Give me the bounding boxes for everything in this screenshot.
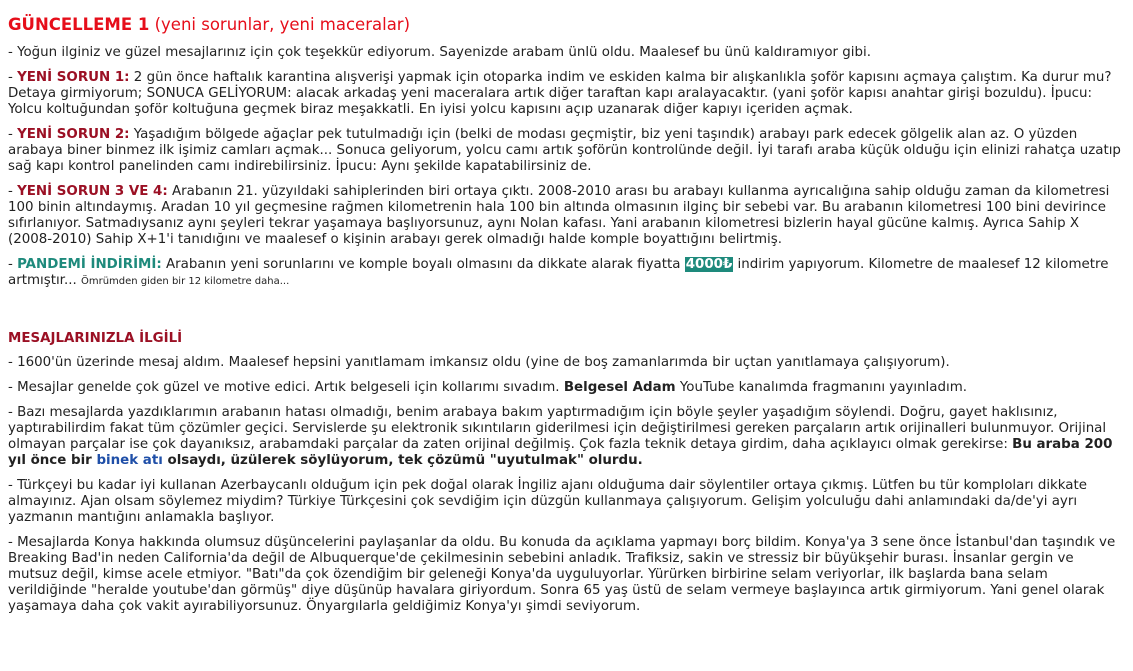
- messages-paragraph-5: - Mesajlarda Konya hakkında olumsuz düşüncelerini paylaşanlar da oldu. Bu konuda da açıklama yapmayı borç bildim. Konya'ya 3 sene önce İstanbul'dan taşındık ve Breaking Bad'in neden California'da değil de Albuquerque'de çekilmesinin sebebini anladık. Trafiksiz, sakin ve stressiz bir büyükşehir burası. İnsanlar gergin ve mutsuz değil, kimse acele etmiyor. "Batı"da çok özendiğim bir geleneği Konya'da uyguluyorlar. Yürürken birbirine selam veriyorlar, ilk başlarda bana selam verildiğinde "heralde youtube'dan görmüş" diye düşünüp havalara giriyordum. Sonra 65 yaş üstü de selam vermeye başlayınca artık girmiyorum. Yani genel olarak yaşamaya daha çok vakit ayırabiliyorsunuz. Önyargılarla geldiğimiz Konya'yı şimdi seviyorum.: [8, 535, 1116, 614]
- update-subtitle: (yeni sorunlar, yeni maceralar): [149, 15, 411, 34]
- problem-3-4-label: YENİ SORUN 3 VE 4:: [17, 184, 168, 199]
- discount-small-note: Ömrümden giden bir 12 kilometre daha...: [80, 276, 290, 287]
- messages-paragraph-4: - Türkçeyi bu kadar iyi kullanan Azerbaycanlı olduğum için pek doğal olarak İngiliz ajanı olduğuma dair söylentiler ortaya çıkmış. Lütfen bu tür komploları dikkate almayınız. Ajan olsam söylemez miydim? Türkiye Türkçesini çok sevdiğim için düzgün kullanmaya çalışıyorum. Gelişim yolculuğu dahi anlamındaki da/de'yi ayrı yazmanın mantığını anlamakla başlıyor.: [8, 478, 1088, 525]
- problem-2-paragraph: [8, 127, 1125, 175]
- update-intro: - Yoğun ilginiz ve güzel mesajlarınız için çok teşekkür ediyorum. Sayenizde arabam ünlü oldu. Maalesef bu ünü kaldıramıyor gibi.: [8, 45, 871, 60]
- messages-p2-text: - Mesajlar genelde çok güzel ve motive edici. Artık belgeseli için kollarımı sıvadım.: [8, 380, 564, 395]
- problem-3-4-text: Arabanın 21. yüzyıldaki sahiplerinden biri ortaya çıktı. 2008-2010 arası bu arabayı kullanma ayrıcalığına sahip olduğu zaman da kilometresi 100 binin altındaymış. Aradan 10 yıl geçmesine rağmen kilometrenin hala 100 bin altında olmasının ilginç bir sebebi var. Bu arabanın kilometresi 100 bini devirince sıfırlanıyor. Satmadıysanız aynı şeyleri tekrar yaşamaya başlıyorsunuz, aynı Nolan kafası. Yani arabanın kilometresi bizlerin hayal gücüne kalmış. Ayrıca Sahip X (2008-2010) Sahip X+1'i tanıdığını ve maalesef o kişinin arabayı gerek olmadığı halde komple boyattığını belirtmiş.: [8, 184, 1110, 247]
- messages-p3-text: - Bazı mesajlarda yazdıklarımın arabanın hatası olmadığı, benim arabaya bakım yaptırmadığım için böyle şeyler yaşadığım söylendi. Doğru, gayet haklısınız, yaptırabilirdim fakat tüm çözümler geçici. Servislerde şu elektronik sıkıntıların giderilmesi için değiştirilmesi gereken parçaların artık orijinalleri bulunmuyor. Orijinal olmayan parçalar ise çok dayanıksız, arabamdaki parçalar da zaten orijinal değilmiş. Çok fazla teknik detaya girdim, daha açıklayıcı olmak gerekirse:: [8, 405, 1107, 452]
- bullet-dash: -: [8, 70, 18, 85]
- messages-p3-bold-1: Bu araba 200 yıl önce bir: [8, 437, 1113, 468]
- messages-p3-bold-2: olsaydı, üzülerek söylüyorum, tek çözümü "uyutulmak" olurdu.: [162, 453, 643, 468]
- messages-paragraph-3: [8, 405, 1125, 469]
- messages-paragraph-2: [8, 380, 1125, 396]
- binek-ati-link[interactable]: binek atı: [96, 453, 163, 468]
- problem-1-paragraph: [8, 70, 1125, 118]
- discount-paragraph: [8, 257, 1125, 290]
- discount-text-1: Arabanın yeni sorunlarını ve komple boyalı olmasını da dikkate alarak fiyatta: [161, 257, 685, 272]
- problem-2-label: YENİ SORUN 2:: [17, 127, 130, 142]
- problem-1-text: 2 gün önce haftalık karantina alışverişi yapmak için otoparka indim ve eskiden kalma bir alışkanlıkla şoför kapısını açmaya çalıştım. Ka durur mu? Detaya girmiyorum; SONUCA GELİYORUM: alacak arkadaş yeni maceralara artık diğer taraftan kapı aralayacaktır. (yani şoför kapısı anahtar girişi bozuldu). İpucu: Yolcu koltuğundan şoför koltuğuna geçmek biraz meşakkatli. En iyisi yolcu kapısını açıp uzanarak diğer kapıyı içeriden açmak.: [8, 70, 1112, 117]
- bullet-dash: -: [8, 184, 18, 199]
- problem-2-text: Yaşadığım bölgede ağaçlar pek tutulmadığı için (belki de modası geçmiştir, biz yeni taşındık) arabayı park edecek gölgelik alan az. O yüzden arabaya biner binmez ilk işimiz camları açmak... Sonuca geliyorum, yolcu camı artık şoförün kontrolünde değil. İyi tarafı araba küçük olduğu için elinizi rahatça uzatıp sağ kapı kontrol panelinden camı indirebilirsiniz. İpucu: Aynı şekilde kapatabilirsiniz de.: [8, 127, 1121, 174]
- discount-text-2: indirim yapıyorum. Kilometre de maalesef 12 kilometre artmıştır...: [8, 257, 1109, 288]
- problem-3-4-paragraph: [8, 184, 1125, 248]
- bullet-dash: -: [8, 127, 18, 142]
- section-spacer: [8, 299, 1125, 330]
- messages-p2-tail: YouTube kanalımda fragmanını yayınladım.: [675, 380, 968, 395]
- discount-label: PANDEMİ İNDİRİMİ:: [17, 257, 162, 272]
- bullet-dash: -: [8, 257, 18, 272]
- update-heading: [8, 14, 1125, 36]
- problem-1-label: YENİ SORUN 1:: [17, 70, 130, 85]
- messages-paragraph-1: - 1600'ün üzerinde mesaj aldım. Maalesef hepsini yanıtlamam imkansız oldu (yine de boş zamanlarımda bir uçtan yanıtlamaya çalışıyorum).: [8, 355, 950, 370]
- messages-heading: MESAJLARINIZLA İLGİLİ: [8, 331, 183, 346]
- discount-price-badge: 4000₺: [685, 257, 733, 272]
- channel-name: Belgesel Adam: [563, 380, 676, 395]
- update-title: GÜNCELLEME 1: [8, 15, 150, 34]
